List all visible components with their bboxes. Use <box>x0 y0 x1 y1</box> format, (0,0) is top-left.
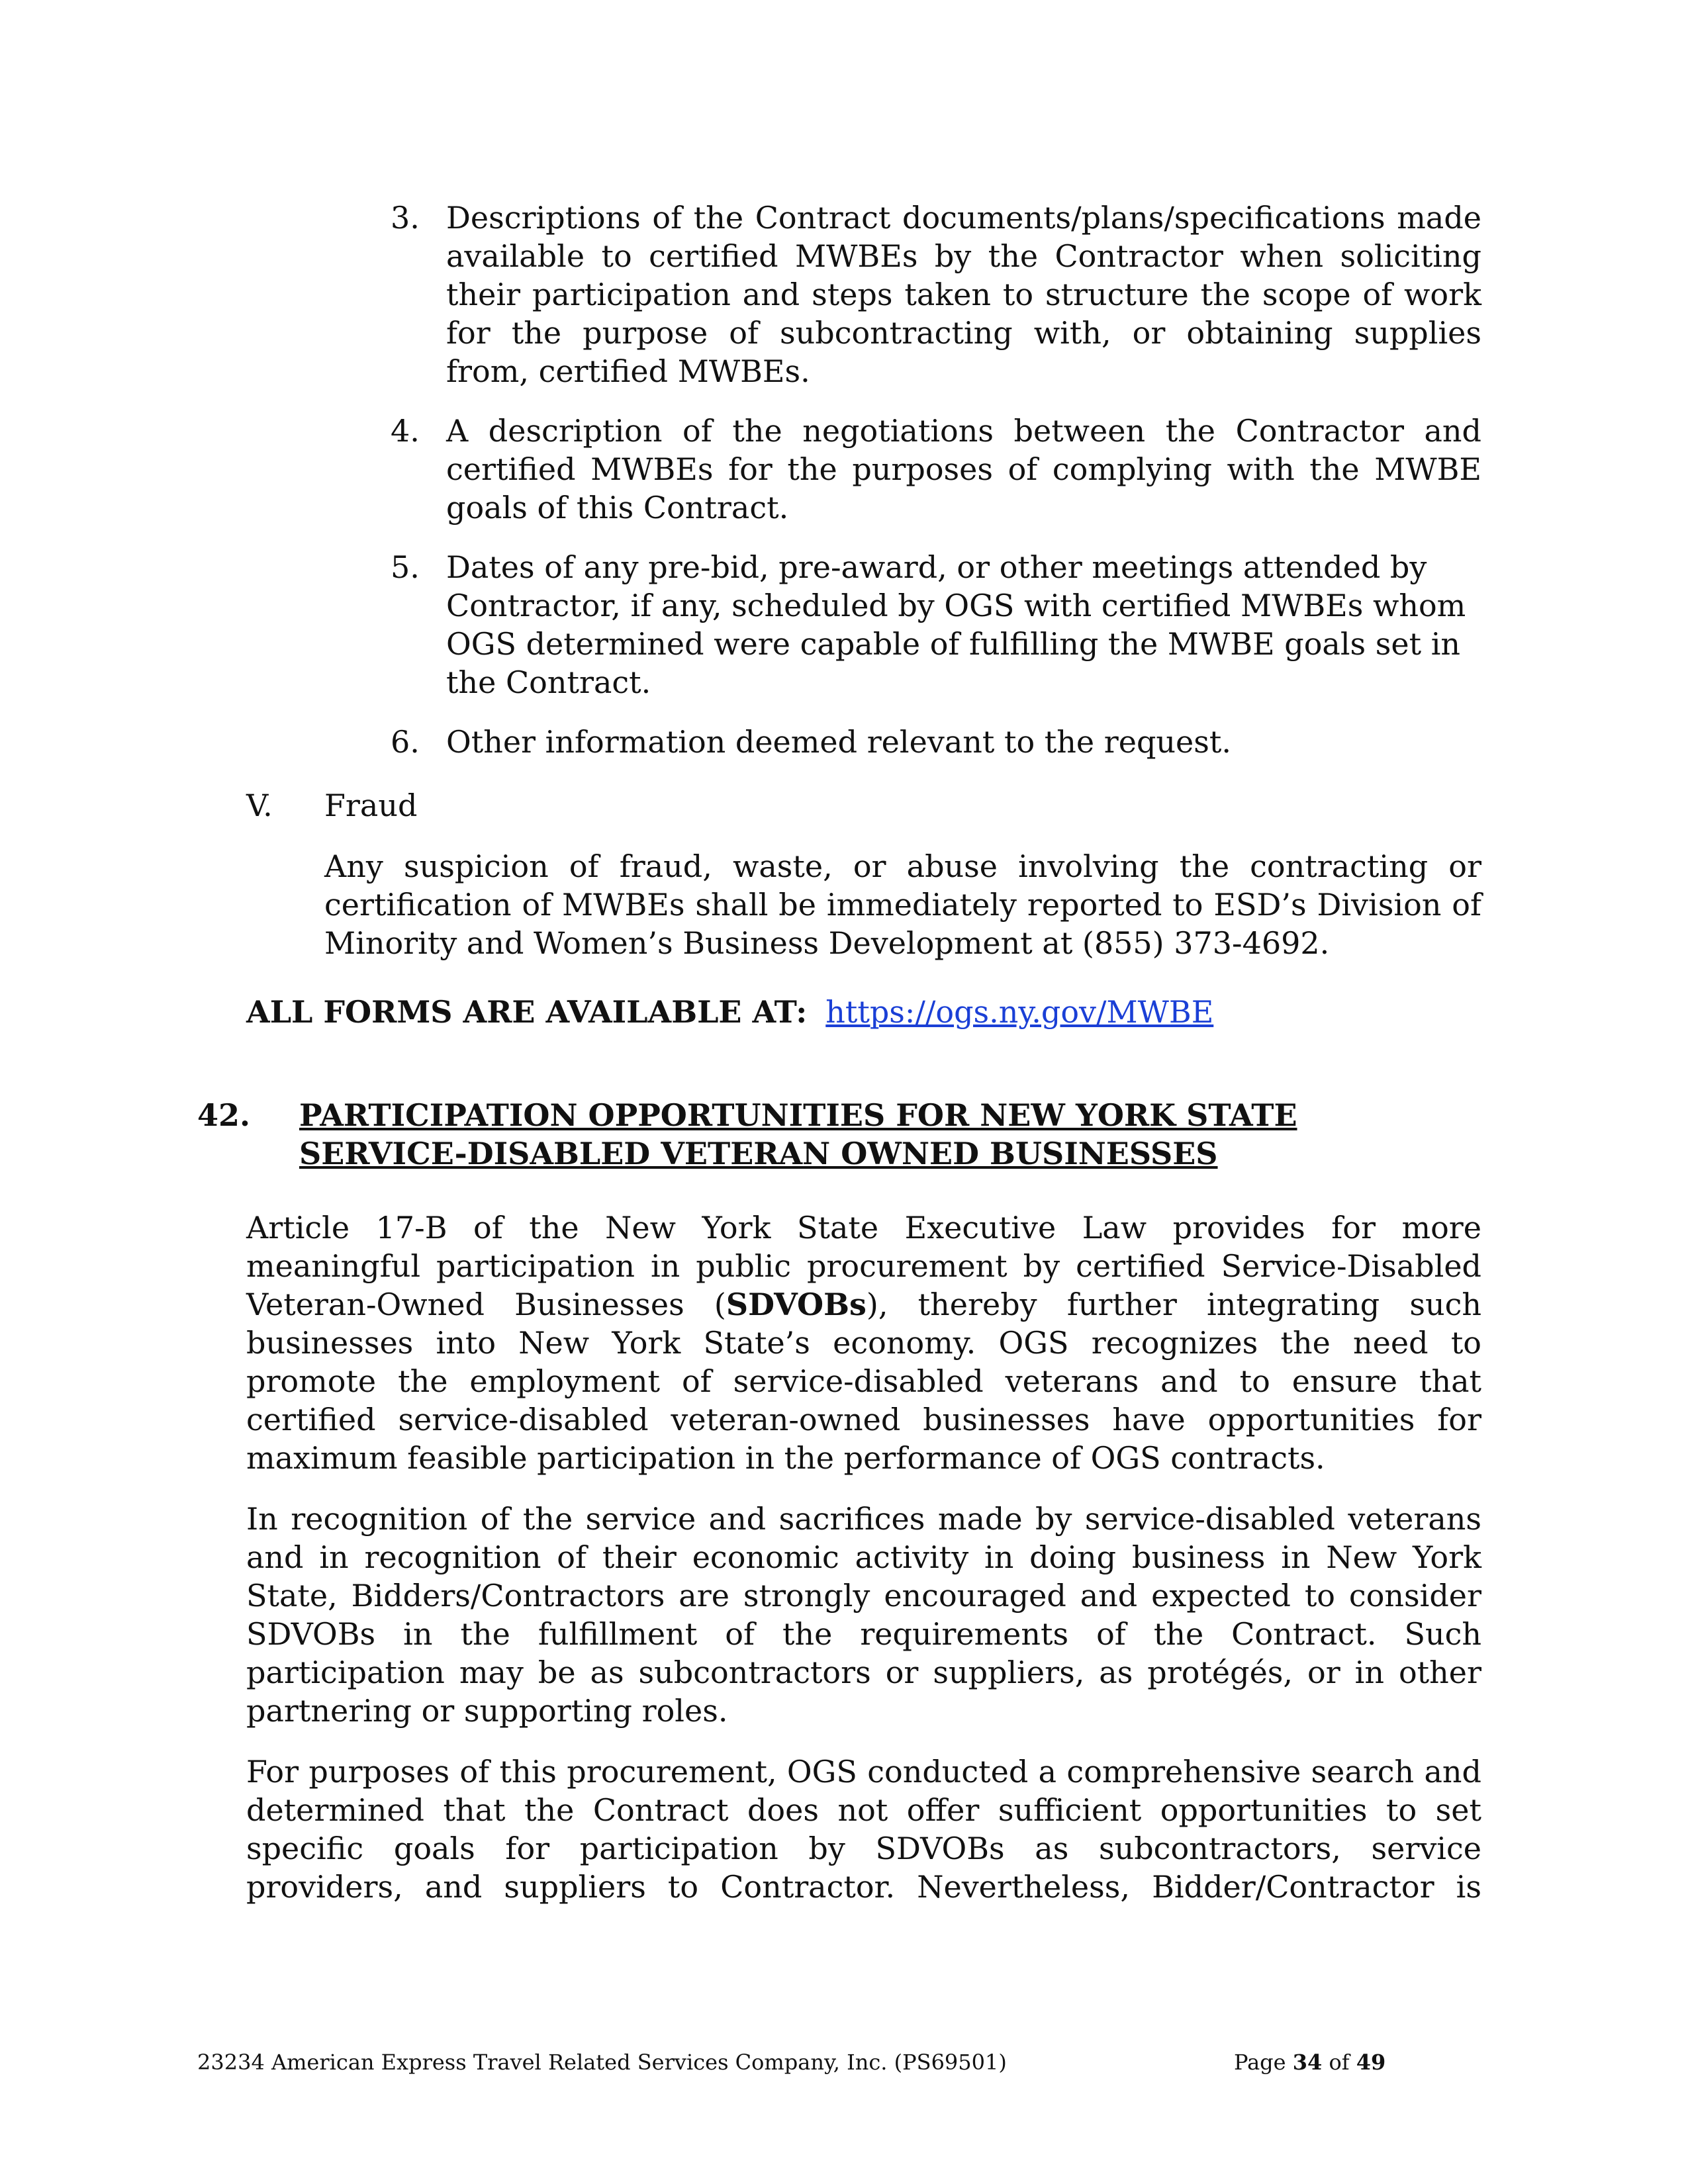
list-item-number: 3. <box>391 200 420 236</box>
list-item-text: Descriptions of the Contract documents/plans/specifications made available to certified MWBEs by the Contractor when soliciting their participation and steps taken to structure the scope of work for the purpose of subcontracting with, or obtaining supplies from, certified MWBEs. <box>446 200 1481 389</box>
paragraph <box>246 1208 1481 1477</box>
section-42-title-line2: SERVICE-DISABLED VETERAN OWNED BUSINESSES <box>299 1136 1218 1171</box>
list-item-number: 6. <box>391 724 420 760</box>
list-item-number: 4. <box>391 413 420 449</box>
list-item-text: Dates of any pre-bid, pre-award, or other meetings attended by Contractor, if any, scheduled by OGS with certified MWBEs whom OGS determined were capable of fulfilling the MWBE goals set in the Contract. <box>446 549 1466 700</box>
of-word: of <box>1329 2050 1350 2075</box>
list-item <box>391 548 1481 702</box>
forms-availability <box>246 993 1213 1031</box>
paragraph-text: ), thereby further integrating such businesses into New York State’s economy. OGS recognizes the need to promote the employment of service-disabled veterans and to ensure that certified service-disabled veteran-owned businesses have opportunities for maximum feasible participation in the performance of OGS contracts. <box>246 1287 1481 1476</box>
total-pages: 49 <box>1356 2050 1386 2075</box>
sdvobs-term: SDVOBs <box>726 1287 867 1322</box>
paragraph: For purposes of this procurement, OGS conducted a comprehensive search and determined that the Contract does not offer sufficient opportunities to set specific goals for participation by SDVOBs as subcontractors, service providers, and suppliers to Contractor. Nevertheless, Bidder/Contractor is <box>246 1754 1481 1905</box>
list-item <box>391 199 1481 390</box>
paragraph-text: Article 17-B of the New York State Executive Law provides for more meaningful participation in public procurement by certified Service-Disabled Veteran-Owned Businesses ( <box>246 1210 1481 1322</box>
section-fraud-heading <box>246 786 1481 825</box>
numbered-list <box>391 199 1481 782</box>
list-item <box>391 412 1481 527</box>
section-fraud-title: Fraud <box>324 788 418 823</box>
section-42-number: 42. <box>197 1097 251 1133</box>
forms-label: ALL FORMS ARE AVAILABLE AT: <box>246 994 808 1030</box>
list-item <box>391 723 1481 761</box>
footer-contract-text: 23234 American Express Travel Related Services Company, Inc. (PS69501) <box>197 2050 1007 2075</box>
list-item-number: 5. <box>391 549 420 585</box>
page-number <box>1234 2049 1385 2075</box>
list-item-text: A description of the negotiations between the Contractor and certified MWBEs for the purposes of complying with the MWBE goals of this Contract. <box>446 413 1481 525</box>
section-fraud <box>246 786 1481 962</box>
section-fraud-number: V. <box>246 788 273 823</box>
section-42-heading <box>197 1096 1481 1173</box>
list-item-text: Other information deemed relevant to the request. <box>446 724 1231 760</box>
section-42-title <box>299 1096 1481 1173</box>
current-page: 34 <box>1292 2050 1323 2075</box>
section-42-body <box>246 1208 1481 1929</box>
page-word: Page <box>1234 2050 1286 2075</box>
paragraph: In recognition of the service and sacrifices made by service-disabled veterans and in recognition of their economic activity in doing business in New York State, Bidders/Contractors are strongly encouraged and expected to consider SDVOBs in the fulfillment of the requirements of the Contract. Such participation may be as subcontractors or suppliers, as protégés, or in other partnering or supporting roles. <box>246 1501 1481 1729</box>
section-fraud-paragraph: Any suspicion of fraud, waste, or abuse involving the contracting or certification of MWBEs shall be immediately reported to ESD’s Division of Minority and Women’s Business Development at (855) 373-4692. <box>324 848 1481 961</box>
section-42-title-line1: PARTICIPATION OPPORTUNITIES FOR NEW YORK STATE <box>299 1097 1297 1133</box>
forms-link[interactable]: https://ogs.ny.gov/MWBE <box>825 994 1214 1030</box>
